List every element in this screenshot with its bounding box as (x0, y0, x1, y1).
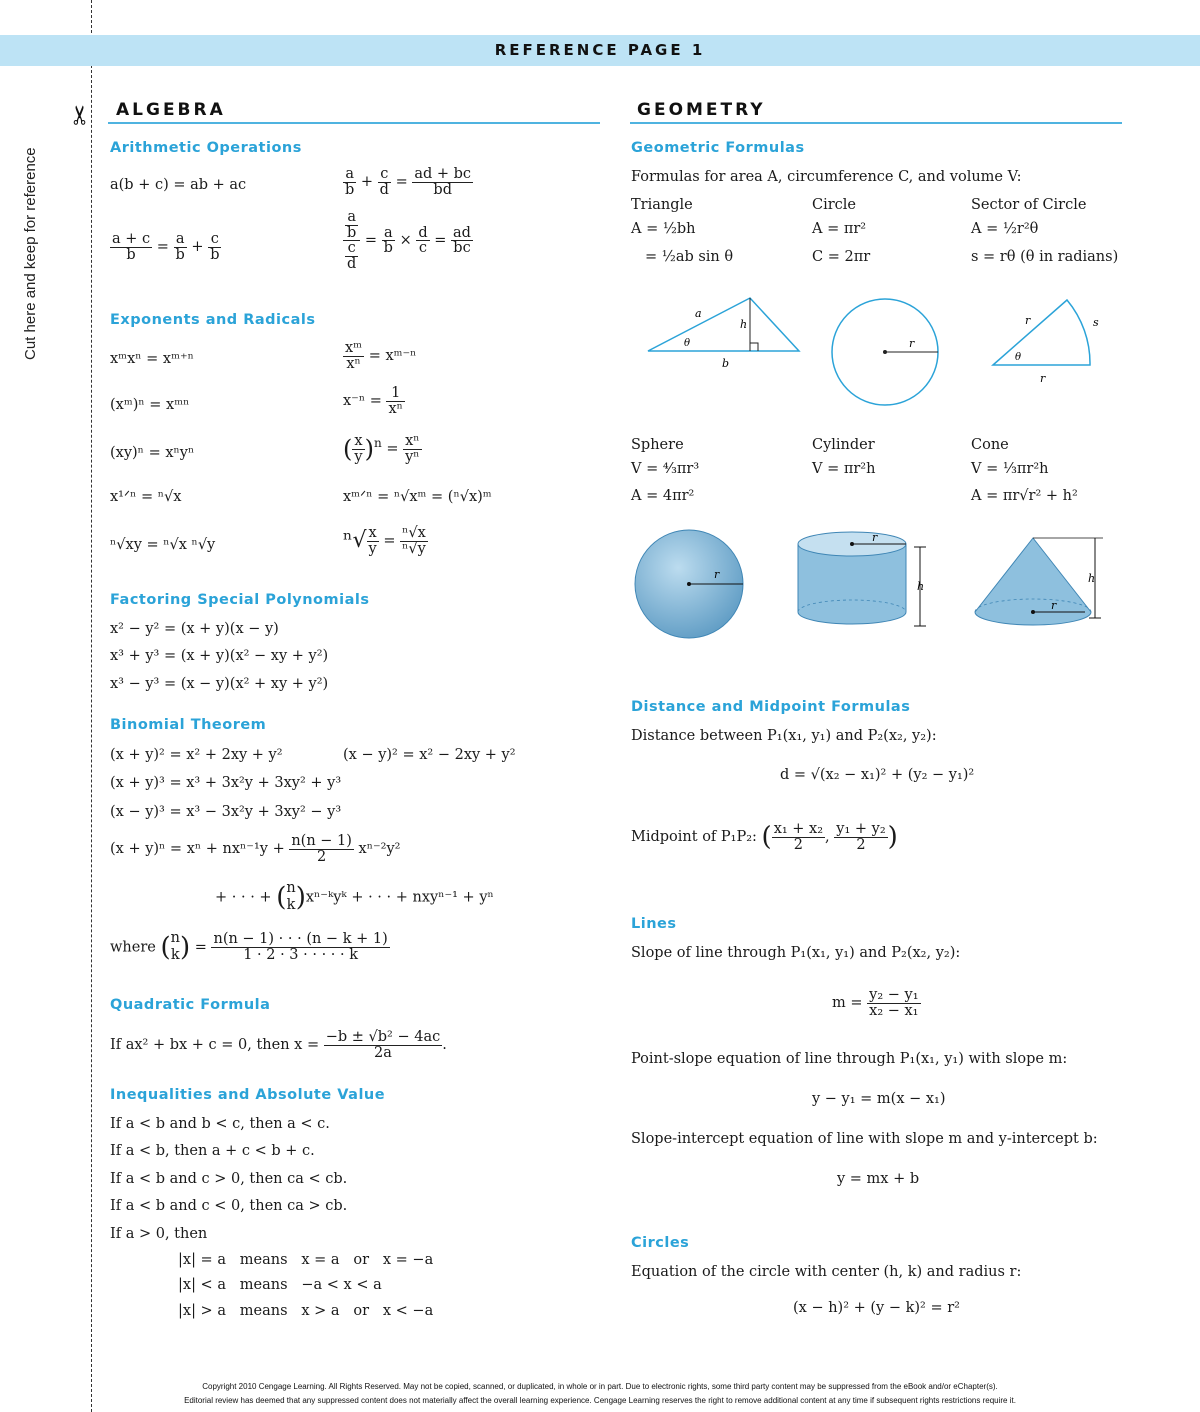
label-r: r (714, 568, 720, 581)
slope-intro: Slope of line through P₁(x₁, y₁) and P₂(x₂, y₂): (631, 945, 961, 961)
sphere-area: A = 4πr² (631, 488, 695, 504)
algebra-rule (108, 122, 600, 124)
copyright-line: Copyright 2010 Cengage Learning. All Rights Reserved. May not be copied, scanned, or duplicated, in whole or in part. Due to electronic rights, some third party content may be suppressed from the eBook and/or eChapter(s). (202, 1382, 998, 1391)
algebra-title: ALGEBRA (116, 100, 226, 120)
circle-equation: (x − h)² + (y − k)² = r² (793, 1300, 960, 1316)
circle-name: Circle (812, 197, 857, 213)
cylinder-name: Cylinder (812, 437, 875, 453)
point-slope-intro: Point-slope equation of line through P₁(x₁, y₁) with slope m: (631, 1051, 1068, 1067)
label-theta: θ (684, 338, 691, 349)
geometry-rule (630, 122, 1122, 124)
inequality-line: If a < b, then a + c < b + c. (110, 1143, 315, 1159)
label-h: h (740, 318, 748, 331)
cone-volume: V = ⅓πr²h (971, 461, 1049, 477)
sector-name: Sector of Circle (971, 197, 1087, 213)
circle-eq-intro: Equation of the circle with center (h, k) and radius r: (631, 1264, 1022, 1280)
point-slope-eq: y − y₁ = m(x − x₁) (812, 1091, 946, 1107)
triangle-diagram (640, 290, 810, 370)
label-r: r (1025, 314, 1031, 327)
binomial-b3: (x + y)³ = x³ + 3x²y + 3xy² + y³ (110, 775, 342, 791)
triangle-area-alt: = ½ab sin θ (645, 249, 734, 265)
geometry-title: GEOMETRY (637, 100, 766, 120)
label-r: r (909, 337, 915, 350)
label-r: r (872, 531, 878, 544)
slope-intercept-eq: y = mx + b (837, 1171, 920, 1187)
abs-line: |x| < a means −a < x < a (178, 1277, 382, 1293)
exp-e8: xᵐᐟⁿ = ⁿ√xᵐ = (ⁿ√x)ᵐ (343, 489, 492, 505)
circle-area: A = πr² (812, 221, 867, 237)
copyright-line: Editorial review has deemed that any suppressed content does not materially affect the overall learning experience. Cengage Learning reserves the right to remove additional content at any time if subsequent rights restrictions require it. (184, 1396, 1016, 1405)
label-h: h (1088, 572, 1096, 585)
lines-heading: Lines (631, 916, 677, 932)
inequality-line: If a > 0, then (110, 1226, 208, 1242)
factoring-line: x² − y² = (x + y)(x − y) (110, 621, 279, 637)
binomial-b4: (x − y)³ = x³ − 3x²y + 3xy² − y³ (110, 804, 342, 820)
cone-name: Cone (971, 437, 1009, 453)
sector-arc: s = rθ (θ in radians) (971, 249, 1119, 265)
exponents-heading: Exponents and Radicals (110, 312, 316, 328)
cone-diagram (965, 530, 1115, 638)
slope-intercept-intro: Slope-intercept equation of line with slope m and y-intercept b: (631, 1131, 1098, 1147)
quadratic-formula: If ax² + bx + c = 0, then x = $\frac{\text{−b ± √b² − 4ac}}{2a}$ . (110, 1029, 447, 1061)
label-a: a (695, 307, 702, 320)
binomial-b1: (x + y)² = x² + 2xy + y² (110, 747, 283, 763)
geo-intro: Formulas for area A, circumference C, and volume V: (631, 169, 1022, 185)
factoring-heading: Factoring Special Polynomials (110, 592, 370, 608)
exp-e5: (xy)ⁿ = xⁿyⁿ (110, 445, 195, 461)
binomial-b2: (x − y)² = x² − 2xy + y² (343, 747, 516, 763)
sphere-volume: V = ⁴⁄₃πr³ (631, 461, 700, 477)
cut-instruction: Cut here and keep for reference (22, 147, 39, 360)
inequality-line: If a < b and c < 0, then ca > cb. (110, 1198, 348, 1214)
cylinder-volume: V = πr²h (812, 461, 876, 477)
exp-e6: ( $\frac{x}{y}$ )$^n$ = $\frac{\text{xⁿ}}{\text{yⁿ}}$ (343, 433, 420, 465)
arith-f3: $\frac{a + c}{b}$ = $\frac{a}{b}$ + $\frac{c}{b}$ (112, 231, 220, 263)
midpoint-formula: Midpoint of P₁P₂: ( $\frac{\text{x₁ + x₂}}{2}$ , $\frac{\text{y₁ + y₂}}{2}$ ) (631, 821, 898, 853)
distance-formula: d = √(x₂ − x₁)² + (y₂ − y₁)² (780, 767, 975, 783)
exp-e4: x⁻ⁿ = $\frac{1}{\text{xⁿ}}$ (343, 385, 403, 417)
exp-e1: xᵐxⁿ = xᵐ⁺ⁿ (110, 351, 194, 367)
binomial-b7: where ( n k ) = $\frac{n(n - 1) \cdot \cdot \cdot (n - k + 1)}{1 \cdot 2 \cdot 3 \cdot \cdot \cdot \cdot \cdot k}$ (110, 930, 388, 964)
label-theta: θ (1015, 352, 1022, 363)
cylinder-diagram (790, 530, 940, 635)
sector-area: A = ½r²θ (971, 221, 1039, 237)
quadratic-heading: Quadratic Formula (110, 997, 271, 1013)
binomial-b5: (x + y)ⁿ = xⁿ + nxⁿ⁻¹y + $\frac{n(n - 1)}{2}$ xⁿ⁻²y² (110, 833, 401, 865)
factoring-line: x³ + y³ = (x + y)(x² − xy + y²) (110, 648, 329, 664)
exp-e9: ⁿ√xy = ⁿ√x ⁿ√y (110, 537, 216, 553)
page-title: REFERENCE PAGE 1 (494, 41, 706, 59)
banner (0, 35, 1200, 66)
abs-line: |x| > a means x > a or x < −a (178, 1303, 434, 1319)
exp-e3: (xᵐ)ⁿ = xᵐⁿ (110, 397, 190, 413)
label-h: h (917, 580, 925, 593)
triangle-name: Triangle (631, 197, 693, 213)
distance-intro: Distance between P₁(x₁, y₁) and P₂(x₂, y₂): (631, 728, 937, 744)
slope-formula: m = $\frac{\text{y₂ − y₁}}{\text{x₂ − x₁}}$ (832, 987, 919, 1019)
arith-f4: $\frac{\frac{a}{b}}{\frac{c}{d}}$ = $\frac{a}{b}$ × $\frac{d}{c}$ = $\frac{ad}{bc}$ (343, 210, 473, 271)
sphere-diagram (632, 528, 752, 643)
inequality-line: If a < b and c > 0, then ca < cb. (110, 1171, 348, 1187)
arith-f2: $\frac{a}{b}$ + $\frac{c}{d}$ = $\frac{ad + bc}{bd}$ (345, 166, 472, 198)
inequality-line: If a < b and b < c, then a < c. (110, 1116, 330, 1132)
inequalities-heading: Inequalities and Absolute Value (110, 1087, 386, 1103)
circle-circumference: C = 2πr (812, 249, 871, 265)
exp-e10: ⁿ√ $\frac{x}{y}$ = $\frac{\text{ⁿ√x}}{\text{ⁿ√y}}$ (343, 525, 426, 557)
triangle-area: A = ½bh (631, 221, 696, 237)
sphere-name: Sphere (631, 437, 684, 453)
sector-diagram (985, 290, 1115, 390)
distance-heading: Distance and Midpoint Formulas (631, 699, 911, 715)
binomial-b6: + · · · + ( n k )xⁿ⁻ᵏyᵏ + · · · + nxyⁿ⁻¹ + yⁿ (215, 880, 494, 914)
binomial-heading: Binomial Theorem (110, 717, 267, 733)
circle-diagram (825, 293, 945, 413)
arithmetic-heading: Arithmetic Operations (110, 140, 302, 156)
cone-area: A = πr√r² + h² (971, 488, 1078, 504)
label-r: r (1051, 599, 1057, 612)
label-r: r (1040, 372, 1046, 385)
scissors-icon: ✂ (65, 104, 96, 126)
circles-heading: Circles (631, 1235, 690, 1251)
label-s: s (1093, 316, 1099, 329)
arith-f1: a(b + c) = ab + ac (110, 177, 247, 193)
factoring-line: x³ − y³ = (x − y)(x² + xy + y²) (110, 676, 329, 692)
abs-line: |x| = a means x = a or x = −a (178, 1252, 434, 1268)
cut-line (91, 0, 92, 1412)
label-b: b (722, 357, 730, 370)
geo-formulas-heading: Geometric Formulas (631, 140, 805, 156)
exp-e7: x¹ᐟⁿ = ⁿ√x (110, 489, 182, 505)
exp-e2: $\frac{\text{xᵐ}}{\text{xⁿ}}$ = xᵐ⁻ⁿ (345, 340, 417, 372)
